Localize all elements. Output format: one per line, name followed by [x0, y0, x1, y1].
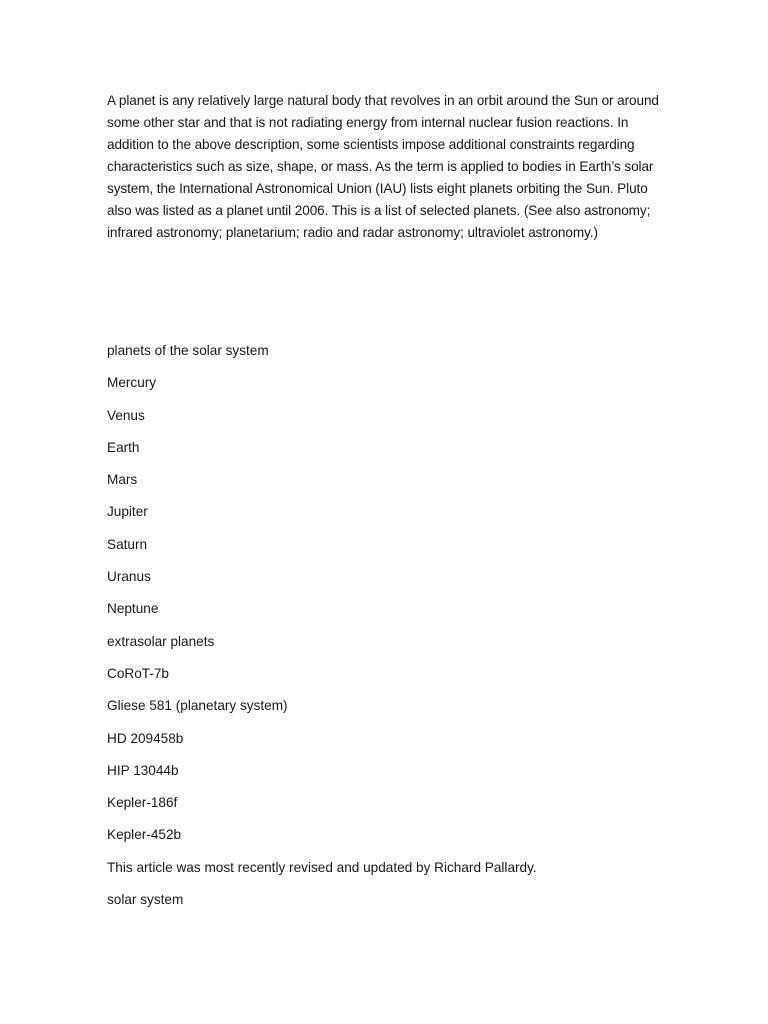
list-item: Uranus — [107, 569, 151, 585]
section-heading-extrasolar: extrasolar planets — [107, 633, 215, 649]
list-item: Saturn — [107, 536, 148, 552]
list-item: Mercury — [107, 375, 157, 391]
list-item: Venus — [107, 407, 145, 423]
list-item: CoRoT-7b — [107, 665, 169, 681]
list-item: Kepler-452b — [107, 827, 182, 843]
list-item: HIP 13044b — [107, 762, 179, 778]
list-item: Earth — [107, 439, 140, 455]
list-item: Gliese 581 (planetary system) — [107, 698, 288, 714]
list-item: HD 209458b — [107, 730, 184, 746]
list-item: Neptune — [107, 601, 159, 617]
section-heading-solar-system: planets of the solar system — [107, 343, 269, 358]
related-topic: solar system — [107, 892, 184, 908]
list-item: Jupiter — [107, 504, 148, 520]
planet-list — [107, 340, 667, 921]
list-item: Kepler-186f — [107, 795, 178, 811]
list-item: Mars — [107, 472, 138, 488]
intro-paragraph: A planet is any relatively large natural body that revolves in an orbit around the Sun or around some other star and that is not radiating energy from internal nuclear fusion reactions. In addition to the above description, some scientists impose additional constraints regarding characteristics such as size, shape, or mass. As the term is applied to bodies in Earth’s solar system, the International Astronomical Union (IAU) lists eight planets orbiting the Sun. Pluto also was listed as a planet until 2006. This is a list of selected planets. (See also astronomy; infrared astronomy; planetarium; radio and radar astronomy; ultraviolet astronomy.) — [107, 93, 659, 240]
revision-note: This article was most recently revised and updated by Richard Pallardy. — [107, 859, 537, 875]
document-body — [107, 90, 667, 908]
